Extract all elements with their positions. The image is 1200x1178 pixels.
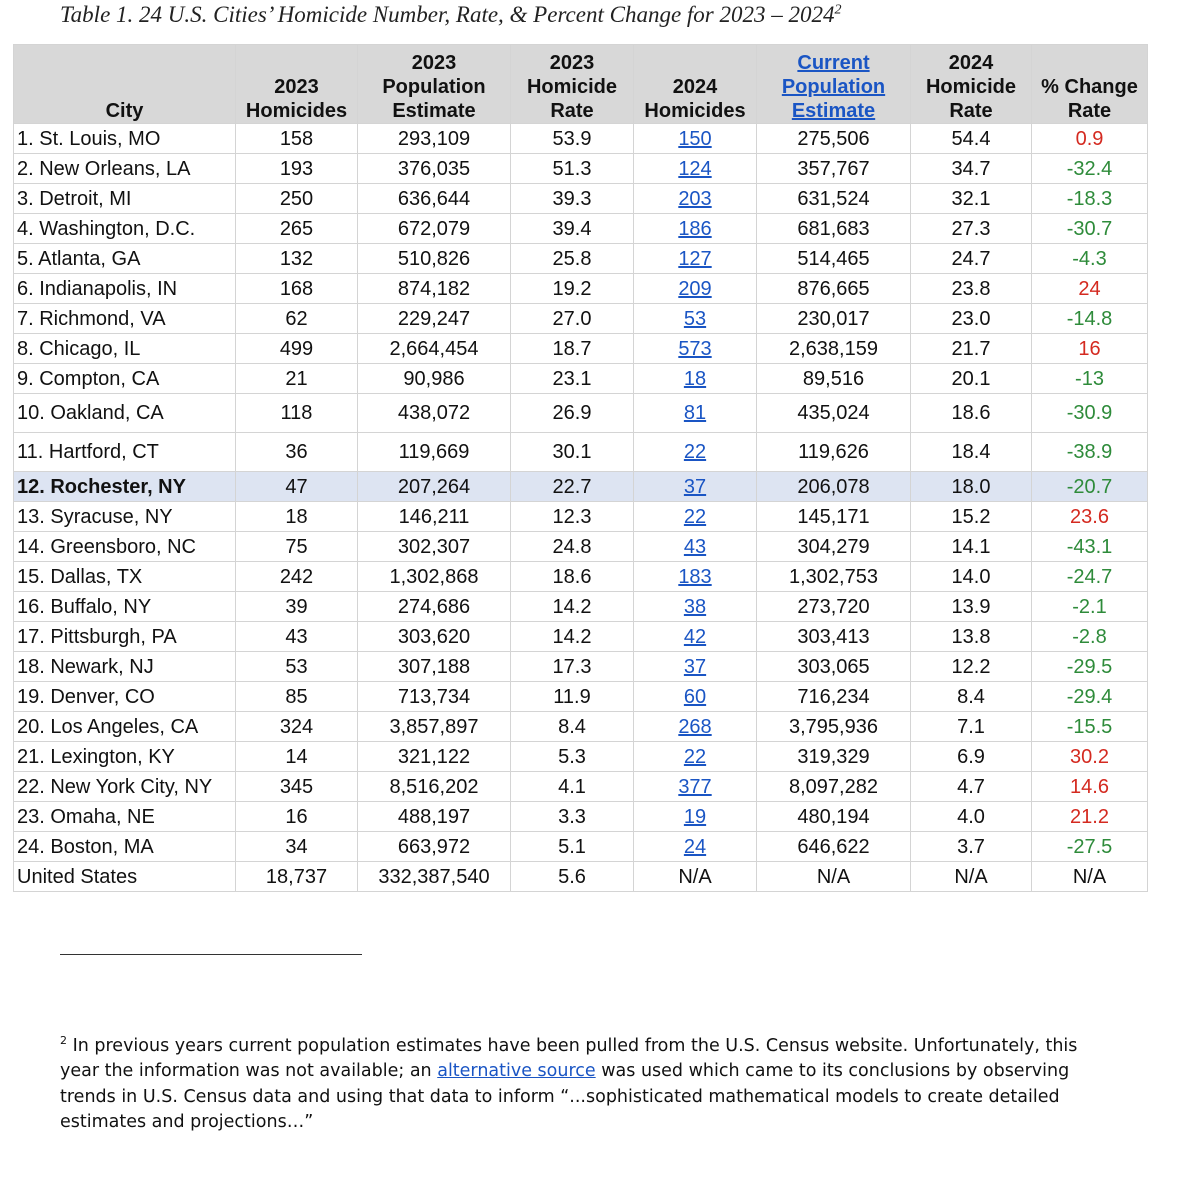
- homicides-2023-cell: 324: [236, 712, 358, 742]
- current-population-cell: 2,638,159: [757, 334, 911, 364]
- city-cell: 6. Indianapolis, IN: [14, 274, 236, 304]
- city-cell: 1. St. Louis, MO: [14, 124, 236, 154]
- rate-2024-cell: 20.1: [911, 364, 1032, 394]
- percent-change-cell: -2.1: [1032, 592, 1148, 622]
- rate-2024-cell: 18.4: [911, 433, 1032, 472]
- table-caption: [60, 2, 842, 28]
- current-population-cell: 145,171: [757, 502, 911, 532]
- homicides-2024-link[interactable]: 42: [683, 625, 707, 648]
- city-cell: 15. Dallas, TX: [14, 562, 236, 592]
- rate-2023-cell: 25.8: [511, 244, 634, 274]
- homicides-2024-link[interactable]: 24: [683, 835, 707, 858]
- table-row: [14, 682, 1148, 712]
- percent-change-cell: -27.5: [1032, 832, 1148, 862]
- footnote-text-before: In previous years current population estimates have been pulled from the U.S. Census website. Unfortunately, this year the information was not available; an: [60, 1035, 1078, 1082]
- population-2023-cell: 2,664,454: [358, 334, 511, 364]
- table-row: [14, 214, 1148, 244]
- rate-2024-cell: 14.1: [911, 532, 1032, 562]
- header-city: City: [14, 45, 236, 124]
- rate-2023-cell: 14.2: [511, 592, 634, 622]
- percent-change-cell: -15.5: [1032, 712, 1148, 742]
- homicides-2024-cell[interactable]: [634, 214, 757, 244]
- homicides-2024-cell[interactable]: [634, 244, 757, 274]
- current-population-cell: 303,065: [757, 652, 911, 682]
- percent-change-cell: -29.4: [1032, 682, 1148, 712]
- homicides-2023-cell: 47: [236, 472, 358, 502]
- population-2023-cell: 146,211: [358, 502, 511, 532]
- homicides-2024-cell[interactable]: [634, 394, 757, 433]
- table-body: [14, 124, 1148, 892]
- percent-change-cell: -30.7: [1032, 214, 1148, 244]
- percent-change-cell: -18.3: [1032, 184, 1148, 214]
- table-row: [14, 433, 1148, 472]
- homicides-2023-cell: 265: [236, 214, 358, 244]
- footnote: [60, 1028, 1110, 1136]
- rate-2023-cell: 18.7: [511, 334, 634, 364]
- homicides-2024-link[interactable]: 203: [678, 187, 712, 210]
- population-2023-cell: 713,734: [358, 682, 511, 712]
- homicides-2024-link[interactable]: 573: [678, 337, 712, 360]
- percent-change-cell: 30.2: [1032, 742, 1148, 772]
- homicides-2024-link[interactable]: 43: [683, 535, 707, 558]
- city-cell: 14. Greensboro, NC: [14, 532, 236, 562]
- current-population-cell: 681,683: [757, 214, 911, 244]
- table-row: [14, 562, 1148, 592]
- homicides-2024-cell[interactable]: [634, 124, 757, 154]
- homicides-2024-link[interactable]: 81: [683, 402, 707, 424]
- rate-2023-cell: 14.2: [511, 622, 634, 652]
- homicides-2024-cell[interactable]: [634, 364, 757, 394]
- rate-2023-cell: 26.9: [511, 394, 634, 433]
- homicides-2023-cell: 39: [236, 592, 358, 622]
- homicides-2023-cell: 36: [236, 433, 358, 472]
- percent-change-cell: -14.8: [1032, 304, 1148, 334]
- header-current-population[interactable]: [757, 45, 911, 124]
- table-row: [14, 592, 1148, 622]
- homicides-2023-cell: 168: [236, 274, 358, 304]
- caption-note-marker: 2: [834, 2, 842, 18]
- city-cell: 18. Newark, NJ: [14, 652, 236, 682]
- table-row: [14, 832, 1148, 862]
- header-2024-homicides: 2024 Homicides: [634, 45, 757, 124]
- homicides-2023-cell: 43: [236, 622, 358, 652]
- rate-2023-cell: 24.8: [511, 532, 634, 562]
- rate-2023-cell: 23.1: [511, 364, 634, 394]
- homicides-2024-cell[interactable]: [634, 742, 757, 772]
- rate-2024-cell: 23.0: [911, 304, 1032, 334]
- current-population-cell: 304,279: [757, 532, 911, 562]
- header-row: [14, 45, 1148, 124]
- homicides-2024-link[interactable]: 22: [683, 745, 707, 768]
- current-population-cell: 275,506: [757, 124, 911, 154]
- rate-2023-cell: 3.3: [511, 802, 634, 832]
- homicides-2024-cell[interactable]: [634, 622, 757, 652]
- rate-2023-cell: 4.1: [511, 772, 634, 802]
- percent-change-cell: -2.8: [1032, 622, 1148, 652]
- current-population-cell: 319,329: [757, 742, 911, 772]
- homicides-2024-link[interactable]: 60: [683, 685, 707, 708]
- homicides-2023-cell: 85: [236, 682, 358, 712]
- city-cell: 23. Omaha, NE: [14, 802, 236, 832]
- homicides-2024-link[interactable]: 22: [683, 505, 707, 528]
- population-2023-cell: 672,079: [358, 214, 511, 244]
- population-2023-cell: 636,644: [358, 184, 511, 214]
- current-population-cell: 273,720: [757, 592, 911, 622]
- population-2023-cell: 207,264: [358, 472, 511, 502]
- rate-2024-cell: 6.9: [911, 742, 1032, 772]
- rate-2024-cell: N/A: [911, 862, 1032, 892]
- homicides-2024-cell[interactable]: [634, 433, 757, 472]
- current-population-cell: 1,302,753: [757, 562, 911, 592]
- rate-2024-cell: 14.0: [911, 562, 1032, 592]
- footnote-divider: [60, 954, 362, 955]
- percent-change-cell: -13: [1032, 364, 1148, 394]
- homicides-2024-link[interactable]: 38: [683, 595, 707, 618]
- city-cell: 22. New York City, NY: [14, 772, 236, 802]
- percent-change-cell: 21.2: [1032, 802, 1148, 832]
- homicides-2024-link[interactable]: 53: [683, 307, 707, 330]
- homicides-2024-cell[interactable]: [634, 712, 757, 742]
- table-row: [14, 154, 1148, 184]
- table-row: [14, 652, 1148, 682]
- header-2023-rate: 2023 Homicide Rate: [511, 45, 634, 124]
- population-2023-cell: 8,516,202: [358, 772, 511, 802]
- city-cell: 16. Buffalo, NY: [14, 592, 236, 622]
- table-row: [14, 124, 1148, 154]
- current-population-cell: 303,413: [757, 622, 911, 652]
- rate-2024-cell: 27.3: [911, 214, 1032, 244]
- rate-2024-cell: 8.4: [911, 682, 1032, 712]
- population-2023-cell: 229,247: [358, 304, 511, 334]
- current-population-cell: 230,017: [757, 304, 911, 334]
- table-row: [14, 184, 1148, 214]
- rate-2023-cell: 17.3: [511, 652, 634, 682]
- table-row: [14, 622, 1148, 652]
- homicides-2024-link[interactable]: 37: [683, 475, 707, 498]
- homicides-2023-cell: 34: [236, 832, 358, 862]
- city-cell: 10. Oakland, CA: [14, 394, 236, 433]
- rate-2024-cell: 12.2: [911, 652, 1032, 682]
- city-cell: United States: [14, 862, 236, 892]
- footnote-marker: 2: [60, 1034, 67, 1047]
- population-2023-cell: 274,686: [358, 592, 511, 622]
- population-2023-cell: 293,109: [358, 124, 511, 154]
- homicides-2024-cell[interactable]: [634, 472, 757, 502]
- homicides-2024-link[interactable]: 124: [678, 157, 712, 180]
- city-cell: 5. Atlanta, GA: [14, 244, 236, 274]
- current-population-cell: 514,465: [757, 244, 911, 274]
- city-cell: 13. Syracuse, NY: [14, 502, 236, 532]
- population-2023-cell: 307,188: [358, 652, 511, 682]
- homicides-2023-cell: 118: [236, 394, 358, 433]
- homicides-2024-cell[interactable]: [634, 334, 757, 364]
- header-2024-rate: 2024 Homicide Rate: [911, 45, 1032, 124]
- current-population-cell: 206,078: [757, 472, 911, 502]
- table-row: [14, 364, 1148, 394]
- table-row: [14, 334, 1148, 364]
- homicides-2024-cell[interactable]: [634, 532, 757, 562]
- rate-2023-cell: 22.7: [511, 472, 634, 502]
- homicides-2023-cell: 193: [236, 154, 358, 184]
- homicides-2023-cell: 345: [236, 772, 358, 802]
- current-population-cell: 631,524: [757, 184, 911, 214]
- population-2023-cell: 3,857,897: [358, 712, 511, 742]
- city-cell: 2. New Orleans, LA: [14, 154, 236, 184]
- city-cell: 21. Lexington, KY: [14, 742, 236, 772]
- homicides-2024-link[interactable]: 37: [683, 655, 707, 678]
- header-percent-change: % Change Rate: [1032, 45, 1148, 124]
- homicides-2024-cell[interactable]: [634, 274, 757, 304]
- rate-2024-cell: 21.7: [911, 334, 1032, 364]
- rate-2023-cell: 30.1: [511, 433, 634, 472]
- homicides-2024-link[interactable]: 183: [678, 565, 712, 588]
- percent-change-cell: 24: [1032, 274, 1148, 304]
- percent-change-cell: -43.1: [1032, 532, 1148, 562]
- rate-2024-cell: 4.0: [911, 802, 1032, 832]
- percent-change-cell: 16: [1032, 334, 1148, 364]
- homicides-2023-cell: 16: [236, 802, 358, 832]
- city-cell: 3. Detroit, MI: [14, 184, 236, 214]
- population-2023-cell: 438,072: [358, 394, 511, 433]
- city-cell: 24. Boston, MA: [14, 832, 236, 862]
- current-population-link[interactable]: Current Population Estimate: [781, 52, 886, 122]
- rate-2023-cell: 12.3: [511, 502, 634, 532]
- population-2023-cell: 90,986: [358, 364, 511, 394]
- rate-2024-cell: 13.9: [911, 592, 1032, 622]
- table-row: [14, 712, 1148, 742]
- homicides-2024-link[interactable]: 22: [683, 441, 707, 463]
- table-row: [14, 274, 1148, 304]
- homicides-2023-cell: 21: [236, 364, 358, 394]
- footnote-text-after: was used which came to its conclusions by observing trends in U.S. Census data and using that data to inform “...sophisticated mathematical models to create detailed estimates and projections…”: [60, 1061, 1070, 1133]
- homicides-2024-link[interactable]: 127: [678, 247, 712, 270]
- table-row: [14, 472, 1148, 502]
- homicides-2023-cell: 132: [236, 244, 358, 274]
- caption-text: Table 1. 24 U.S. Cities’ Homicide Number, Rate, & Percent Change for 2023 – 2024: [60, 2, 835, 27]
- homicides-2023-cell: 18: [236, 502, 358, 532]
- homicides-2023-cell: 499: [236, 334, 358, 364]
- current-population-cell: 89,516: [757, 364, 911, 394]
- rate-2024-cell: 7.1: [911, 712, 1032, 742]
- population-2023-cell: 1,302,868: [358, 562, 511, 592]
- total-row: [14, 862, 1148, 892]
- population-2023-cell: 302,307: [358, 532, 511, 562]
- population-2023-cell: 488,197: [358, 802, 511, 832]
- rate-2023-cell: 51.3: [511, 154, 634, 184]
- rate-2023-cell: 5.3: [511, 742, 634, 772]
- table-row: [14, 772, 1148, 802]
- city-cell: 4. Washington, D.C.: [14, 214, 236, 244]
- table-row: [14, 304, 1148, 334]
- rate-2024-cell: 34.7: [911, 154, 1032, 184]
- population-2023-cell: 663,972: [358, 832, 511, 862]
- city-cell: 20. Los Angeles, CA: [14, 712, 236, 742]
- percent-change-cell: -32.4: [1032, 154, 1148, 184]
- rate-2023-cell: 5.1: [511, 832, 634, 862]
- percent-change-cell: 14.6: [1032, 772, 1148, 802]
- homicides-2023-cell: 242: [236, 562, 358, 592]
- current-population-cell: 480,194: [757, 802, 911, 832]
- rate-2024-cell: 23.8: [911, 274, 1032, 304]
- rate-2024-cell: 3.7: [911, 832, 1032, 862]
- city-cell: 8. Chicago, IL: [14, 334, 236, 364]
- population-2023-cell: 874,182: [358, 274, 511, 304]
- homicides-2024-cell[interactable]: [634, 562, 757, 592]
- homicides-2024-link[interactable]: 150: [678, 127, 712, 150]
- current-population-cell: 876,665: [757, 274, 911, 304]
- rate-2023-cell: 19.2: [511, 274, 634, 304]
- percent-change-cell: -29.5: [1032, 652, 1148, 682]
- rate-2024-cell: 4.7: [911, 772, 1032, 802]
- population-2023-cell: 510,826: [358, 244, 511, 274]
- header-2023-homicides: 2023 Homicides: [236, 45, 358, 124]
- percent-change-cell: N/A: [1032, 862, 1148, 892]
- homicide-table: [13, 44, 1148, 892]
- homicides-2024-link[interactable]: 209: [678, 277, 712, 300]
- homicides-2024-cell[interactable]: [634, 832, 757, 862]
- homicides-2023-cell: 14: [236, 742, 358, 772]
- rate-2024-cell: 15.2: [911, 502, 1032, 532]
- rate-2024-cell: 18.6: [911, 394, 1032, 433]
- homicides-2024-cell[interactable]: [634, 772, 757, 802]
- percent-change-cell: -20.7: [1032, 472, 1148, 502]
- rate-2024-cell: 13.8: [911, 622, 1032, 652]
- homicides-2023-cell: 158: [236, 124, 358, 154]
- table-row: [14, 742, 1148, 772]
- population-2023-cell: 376,035: [358, 154, 511, 184]
- rate-2023-cell: 18.6: [511, 562, 634, 592]
- homicides-2024-link[interactable]: 18: [683, 367, 707, 390]
- current-population-cell: 8,097,282: [757, 772, 911, 802]
- homicides-2024-cell[interactable]: [634, 592, 757, 622]
- percent-change-cell: -24.7: [1032, 562, 1148, 592]
- rate-2023-cell: 39.3: [511, 184, 634, 214]
- percent-change-cell: -4.3: [1032, 244, 1148, 274]
- homicides-2023-cell: 53: [236, 652, 358, 682]
- rate-2024-cell: 18.0: [911, 472, 1032, 502]
- table-row: [14, 502, 1148, 532]
- current-population-cell: 435,024: [757, 394, 911, 433]
- rate-2023-cell: 53.9: [511, 124, 634, 154]
- homicides-2024-cell[interactable]: [634, 652, 757, 682]
- current-population-cell: 3,795,936: [757, 712, 911, 742]
- homicides-2024-link[interactable]: 268: [678, 715, 712, 738]
- rate-2023-cell: 5.6: [511, 862, 634, 892]
- current-population-cell: 646,622: [757, 832, 911, 862]
- rate-2024-cell: 54.4: [911, 124, 1032, 154]
- homicides-2024-cell[interactable]: [634, 682, 757, 712]
- population-2023-cell: 303,620: [358, 622, 511, 652]
- city-cell: 17. Pittsburgh, PA: [14, 622, 236, 652]
- homicides-2024-link[interactable]: 186: [678, 217, 712, 240]
- homicides-2023-cell: 62: [236, 304, 358, 334]
- rate-2023-cell: 11.9: [511, 682, 634, 712]
- homicides-2024-cell[interactable]: [634, 184, 757, 214]
- city-cell: 7. Richmond, VA: [14, 304, 236, 334]
- city-cell: 11. Hartford, CT: [14, 433, 236, 472]
- table-row: [14, 394, 1148, 433]
- rate-2023-cell: 8.4: [511, 712, 634, 742]
- city-cell: 19. Denver, CO: [14, 682, 236, 712]
- current-population-cell: 119,626: [757, 433, 911, 472]
- homicides-2024-cell[interactable]: [634, 154, 757, 184]
- city-cell: 9. Compton, CA: [14, 364, 236, 394]
- population-2023-cell: 321,122: [358, 742, 511, 772]
- homicides-2024-link[interactable]: 377: [678, 775, 712, 798]
- population-2023-cell: 332,387,540: [358, 862, 511, 892]
- percent-change-cell: 0.9: [1032, 124, 1148, 154]
- homicides-2024-cell[interactable]: [634, 304, 757, 334]
- current-population-cell: 357,767: [757, 154, 911, 184]
- percent-change-cell: -38.9: [1032, 433, 1148, 472]
- homicides-2023-cell: 250: [236, 184, 358, 214]
- percent-change-cell: -30.9: [1032, 394, 1148, 433]
- population-2023-cell: 119,669: [358, 433, 511, 472]
- table-row: [14, 802, 1148, 832]
- city-cell: 12. Rochester, NY: [14, 472, 236, 502]
- table-row: [14, 532, 1148, 562]
- homicides-2023-cell: 75: [236, 532, 358, 562]
- current-population-cell: 716,234: [757, 682, 911, 712]
- homicides-2023-cell: 18,737: [236, 862, 358, 892]
- rate-2023-cell: 27.0: [511, 304, 634, 334]
- homicides-2024-cell: N/A: [634, 862, 757, 892]
- homicides-2024-cell[interactable]: [634, 502, 757, 532]
- homicides-2024-link[interactable]: 19: [683, 805, 707, 828]
- current-population-cell: N/A: [757, 862, 911, 892]
- rate-2024-cell: 32.1: [911, 184, 1032, 214]
- percent-change-cell: 23.6: [1032, 502, 1148, 532]
- header-2023-population: 2023 Population Estimate: [358, 45, 511, 124]
- rate-2024-cell: 24.7: [911, 244, 1032, 274]
- alternative-source-link[interactable]: alternative source: [437, 1061, 596, 1082]
- rate-2023-cell: 39.4: [511, 214, 634, 244]
- homicides-2024-cell[interactable]: [634, 802, 757, 832]
- table-row: [14, 244, 1148, 274]
